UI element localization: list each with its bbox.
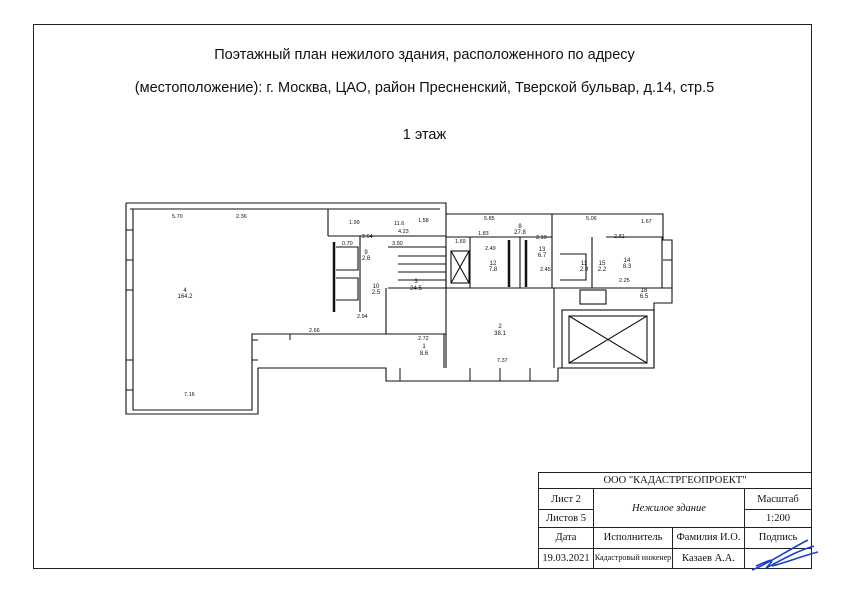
dim-label: 5.85	[484, 216, 495, 222]
room-number: 10	[372, 284, 380, 290]
scale-value: 1:200	[745, 509, 812, 527]
dim-label: 7.37	[497, 358, 508, 364]
dim-label: 1.69	[455, 239, 466, 245]
page-title-line1: Поэтажный план нежилого здания, расположенного по адресу	[214, 47, 635, 63]
room-number: 9	[364, 250, 368, 256]
room-area: 6.7	[537, 253, 547, 259]
dim-label: 2.72	[418, 336, 429, 342]
room-area: 2.2	[597, 267, 607, 273]
dim-label: 5.70	[172, 214, 183, 220]
room-area: 2.6	[361, 256, 371, 262]
dim-label: 7.16	[184, 392, 195, 398]
room-area: 27.8	[514, 230, 526, 236]
room-area: 7.8	[488, 267, 498, 273]
dim-label: 1.83	[478, 231, 489, 237]
dim-label: 2.81	[614, 234, 625, 240]
room-area: 8.3	[622, 264, 632, 270]
room-number: 11	[580, 261, 588, 267]
room-area: 8.6	[419, 351, 429, 357]
room-number: 3	[414, 279, 418, 285]
room-number: 1	[422, 344, 426, 350]
room-number: 2	[498, 324, 502, 330]
role-value: Кадастровый инженер	[594, 548, 673, 568]
room-number: 12	[489, 261, 497, 267]
dim-label: 2.36	[236, 214, 247, 220]
dim-label: 1.99	[349, 220, 360, 226]
dim-label: 1.67	[641, 219, 652, 225]
dim-label: 2.64	[362, 234, 373, 240]
room-number: 14	[623, 258, 631, 264]
page-title-line2: (местоположение): г. Москва, ЦАО, район Пресненский, Тверской бульвар, д.14, стр.5	[134, 80, 715, 96]
room-number: 8	[518, 224, 522, 230]
dim-label: 2.10	[536, 235, 547, 241]
dim-label: 3.90	[392, 241, 403, 247]
room-area: 24.5	[410, 286, 422, 292]
floor-label: 1 этаж	[402, 127, 447, 143]
dim-label: 2.66	[309, 328, 320, 334]
signature-label: Подпись	[745, 528, 812, 548]
name-label: Фамилия И.О.	[673, 528, 745, 548]
dim-label: 11.6	[394, 221, 405, 227]
room-area: 2.5	[371, 290, 381, 296]
dim-label: 5.06	[586, 216, 597, 222]
room-number: 18	[640, 288, 648, 294]
executor-label: Исполнитель	[594, 528, 673, 548]
object-name: Нежилое здание	[594, 489, 745, 528]
date-value: 19.03.2021	[539, 548, 594, 568]
dim-label: 1.58	[418, 218, 429, 224]
dim-label: 0.70	[342, 241, 353, 247]
sheets-total: Листов 5	[539, 509, 594, 527]
signature-image	[748, 536, 820, 574]
dim-label: 2.25	[619, 278, 630, 284]
dim-label: 2.45	[540, 267, 551, 273]
dim-label: 2.94	[357, 314, 368, 320]
scale-label: Масштаб	[745, 489, 812, 509]
room-area: 164.2	[177, 294, 193, 300]
room-area: 38.1	[494, 331, 506, 337]
company-name: ООО "КАДАСТРГЕОПРОЕКТ"	[539, 473, 812, 489]
room-number: 13	[538, 247, 546, 253]
room-number: 4	[183, 288, 187, 294]
dim-label: 2.49	[485, 246, 496, 252]
room-area: 2.9	[579, 267, 589, 273]
room-area: 6.5	[639, 294, 649, 300]
engineer-name: Казаев А.А.	[673, 548, 745, 568]
sheet-label: Лист 2	[539, 489, 594, 509]
room-number: 15	[598, 261, 606, 267]
date-label: Дата	[539, 528, 594, 548]
dim-label: 4.23	[398, 229, 409, 235]
